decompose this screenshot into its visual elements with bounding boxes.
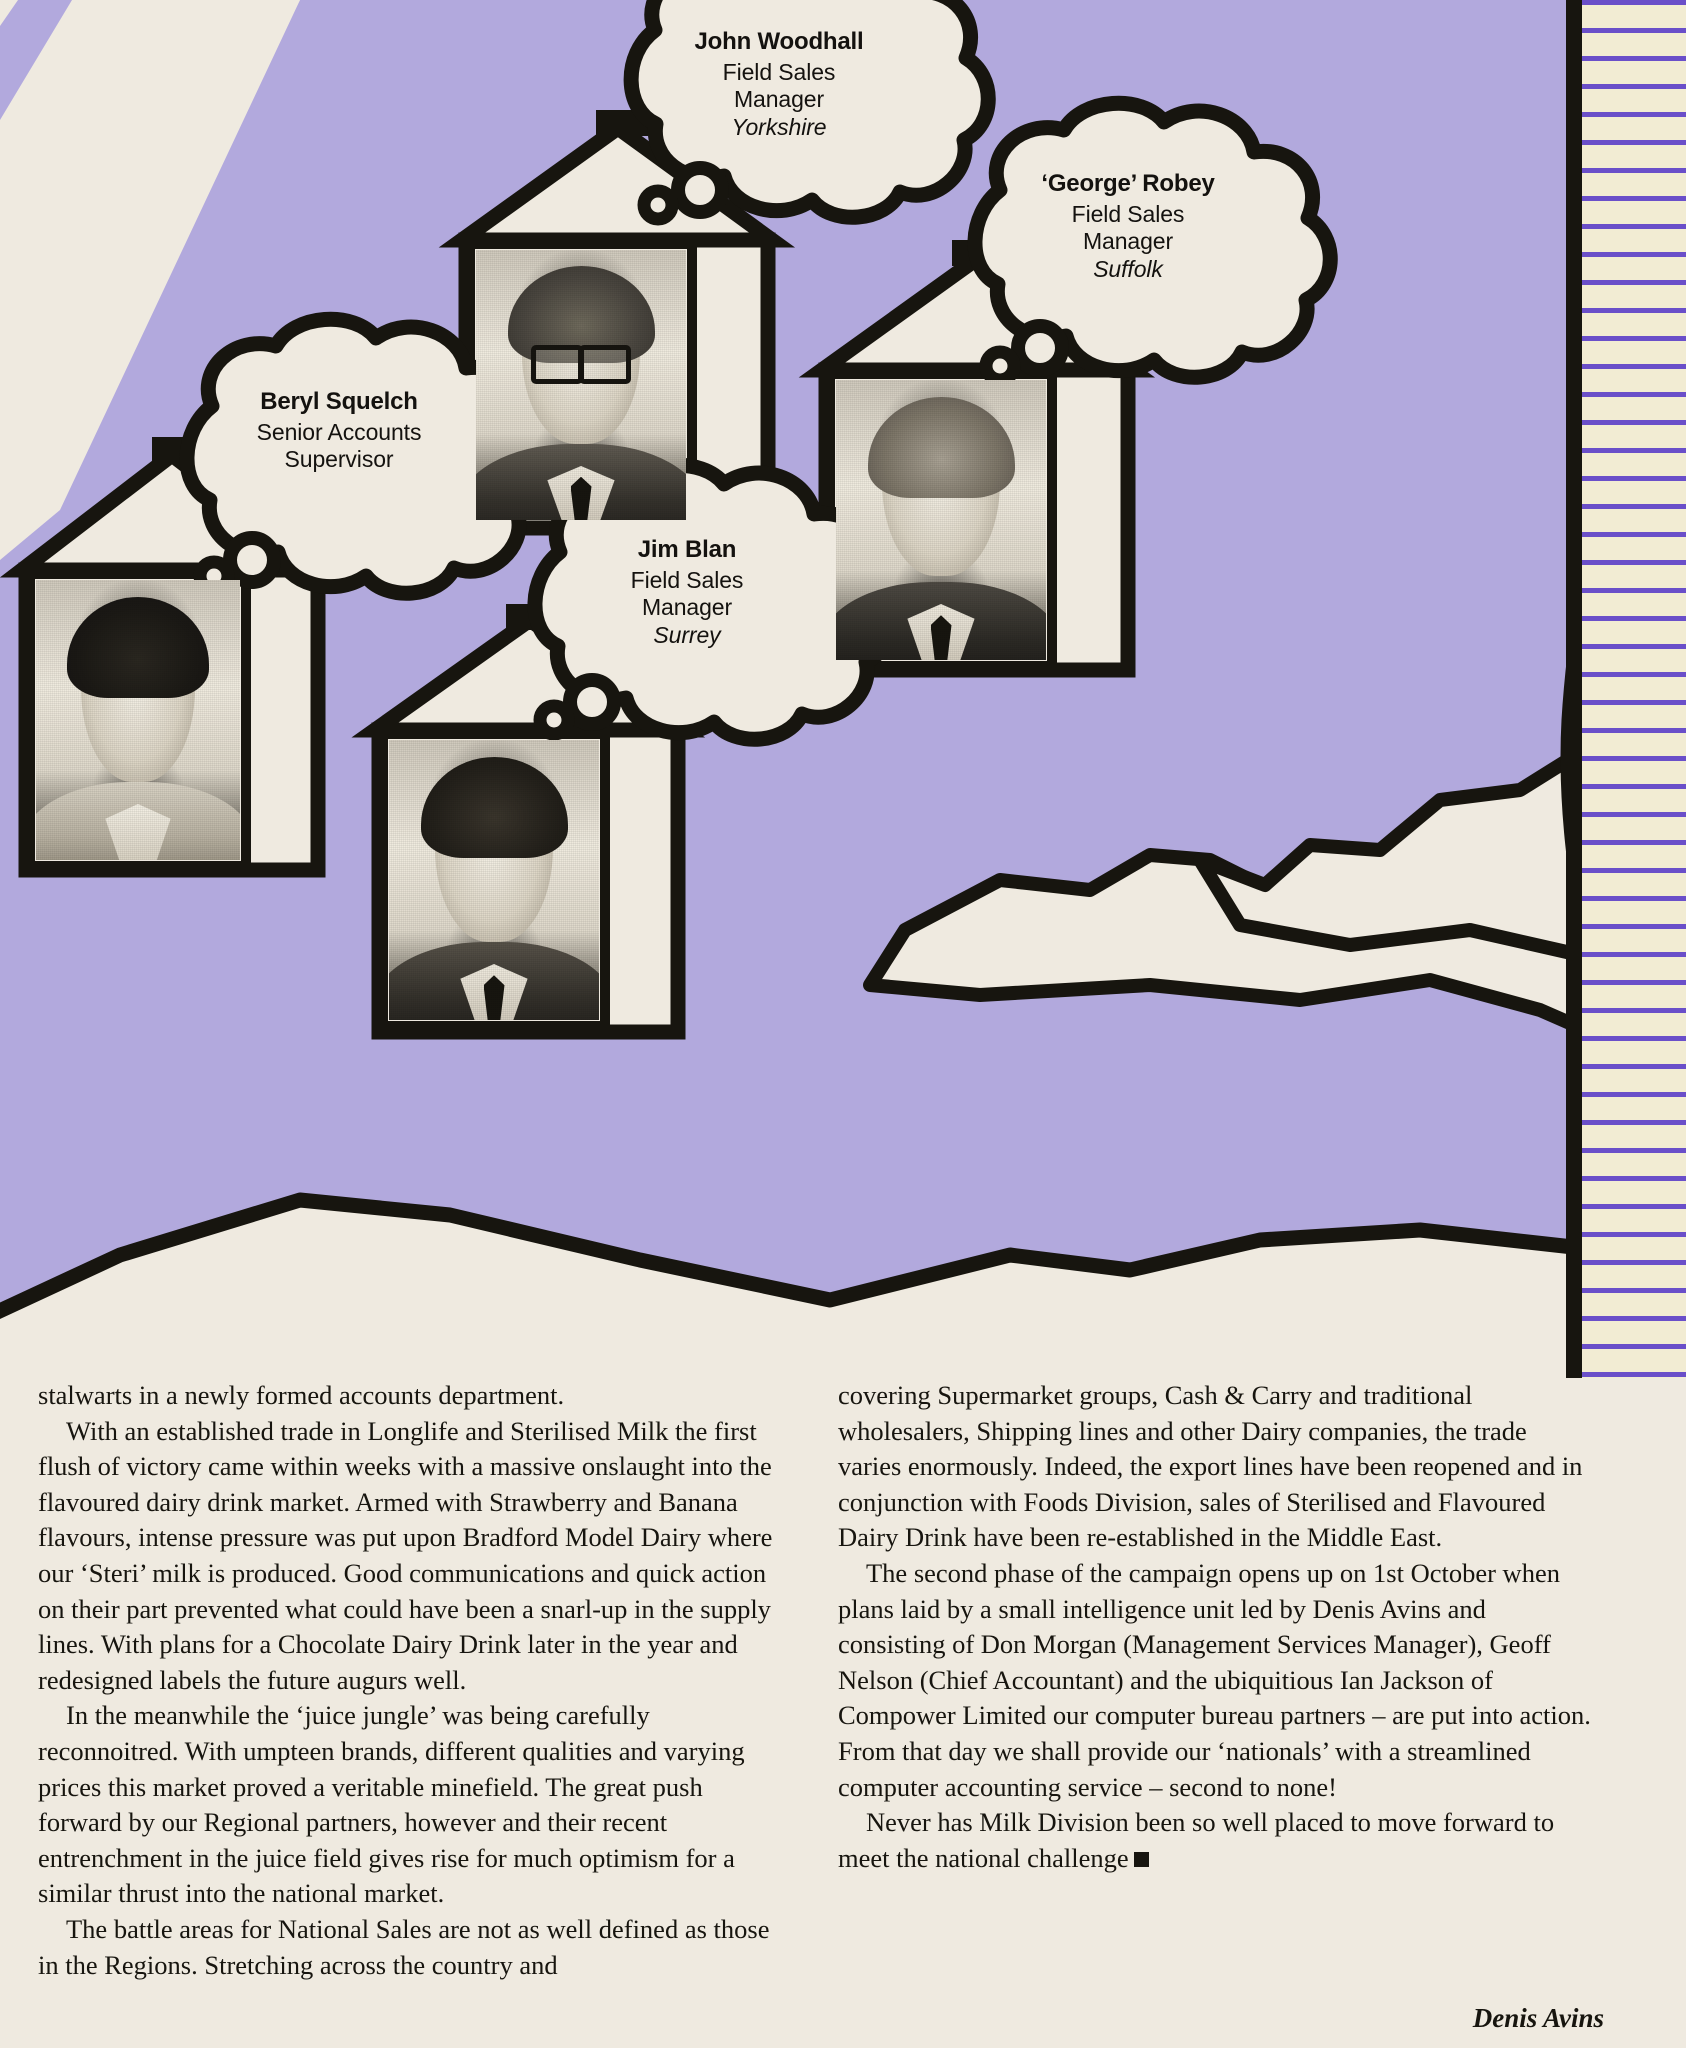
portrait-beryl-squelch [36,580,240,860]
person-region-woodhall: Yorkshire [731,113,827,140]
person-name-woodhall: John Woodhall [694,28,864,55]
paragraph: With an established trade in Longlife and Sterilised Milk the first flush of victory came within weeks with a massive onslaught into the flavoured dairy drink market. Armed with Strawberry and Banana flavours, intense pressure was put upon Bradford Model Dairy where our ‘Steri’ milk is produced. Good communications and quick action on their part prevented what could have been a snarl-up in the supply lines. With plans for a Chocolate Dairy Drink later in the year and redesigned labels the future augurs well. [38,1415,773,1695]
cloud-tail-robey-2 [986,352,1014,380]
paragraph: The second phase of the campaign opens up on 1st October when plans laid by a small intelligence unit led by Denis Avins and consisting of Don Morgan (Management Services Manager), Geoff Nelson (Chief Accountant) and the ubiquitious Ian Jackson of Compower Limited our computer bureau partners – are put into action. From that day we shall provide our ‘nationals’ with a streamlined computer accounting service – second to none! [838,1557,1591,1802]
person-region-blan: Surrey [653,621,721,648]
person-role2-robey: Manager [1082,228,1174,255]
paragraph: stalwarts in a newly formed accounts department. [38,1380,565,1410]
article-body [0,1378,1686,2048]
cloud-label-john-woodhall [664,28,894,142]
person-role1-robey: Field Sales [1071,200,1185,227]
paragraph: covering Supermarket groups, Cash & Carry and traditional wholesalers, Shipping lines and other Dairy companies, the trade varies enormously. Indeed, the export lines have been reopened and in conjunction with Foods Division, sales of Sterilised and Flavoured Dairy Drink have been re-established in the Middle East. [838,1380,1583,1553]
cloud-tail-squelch-1 [230,538,274,582]
paragraph-final-text: Never has Milk Division been so well placed to move forward to meet the national challenge [838,1807,1555,1873]
cloud-label-george-robey [1013,170,1243,284]
paragraph-final [838,1805,1594,1876]
article-left-column [38,1378,778,1983]
paragraph: In the meanwhile the ‘juice jungle’ was being carefully reconnoitred. With umpteen brands, different qualities and varying prices this market proved a veritable minefield. The great push forward by our Regional partners, however and their recent entrenchment in the juice field gives rise for much optimism for a similar thrust into the national market. [38,1700,745,1909]
person-name-squelch: Beryl Squelch [260,388,418,415]
cloud-tail-woodhall-1 [678,168,722,212]
person-role2-blan: Manager [641,594,733,621]
portrait-jim-blan [389,740,599,1020]
article-byline: Denis Avins [1472,2003,1604,2033]
person-region-robey: Suffolk [1093,255,1163,282]
cloud-tail-robey-1 [1018,326,1062,370]
person-role2-squelch: Supervisor [284,446,394,473]
person-role2-woodhall: Manager [733,86,825,113]
person-name-blan: Jim Blan [637,536,737,563]
end-of-article-mark [1134,1852,1149,1867]
portrait-george-robey [836,380,1046,660]
person-role1-blan: Field Sales [630,566,744,593]
cloud-tail-blan-1 [570,680,614,724]
person-name-robey: ‘George’ Robey [1041,170,1215,197]
cloud-label-beryl-squelch [224,388,454,474]
cloud-tail-woodhall-2 [644,191,672,219]
person-role1-woodhall: Field Sales [722,58,836,85]
paragraph: The battle areas for National Sales are not as well defined as those in the Regions. Stretching across the country and [38,1913,770,1980]
cloud-label-jim-blan [572,536,802,650]
portrait-john-woodhall [476,250,686,520]
article-right-column [838,1378,1594,1876]
cloud-tail-blan-2 [540,706,568,734]
person-role1-squelch: Senior Accounts [256,418,422,445]
